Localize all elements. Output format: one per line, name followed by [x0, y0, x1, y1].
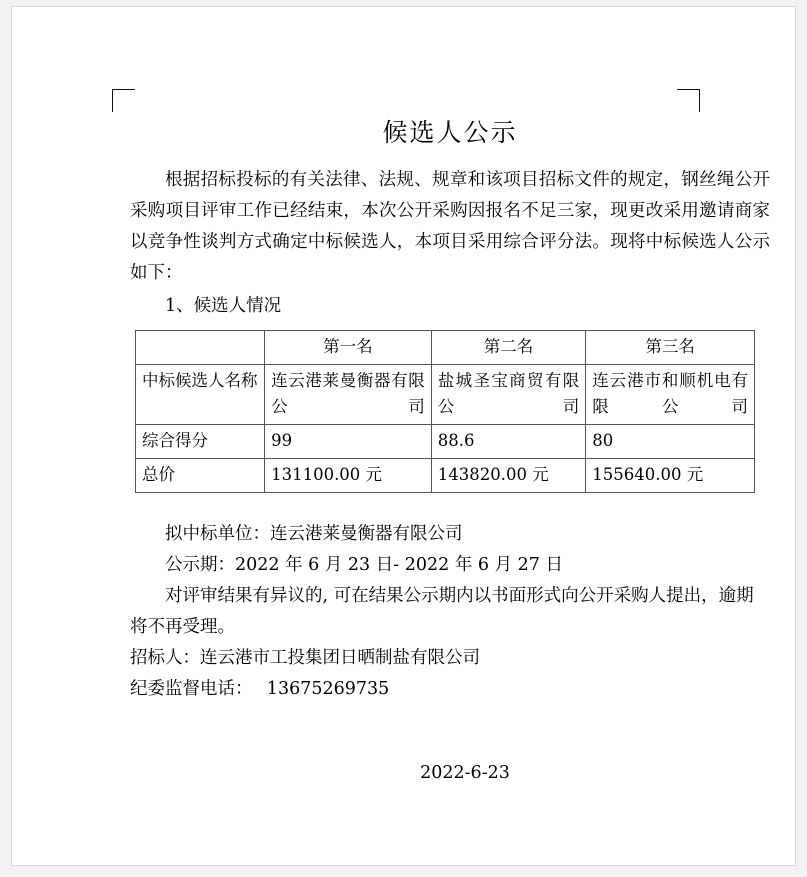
- table-header-cell-rank2: 第二名: [431, 331, 585, 365]
- intro-paragraph: 根据招标投标的有关法律、法规、规章和该项目招标文件的规定，钢丝绳公开采购项目评审工作已经结束，本次公开采购因报名不足三家，现更改采用邀请商家以竞争性谈判方式确定中标候选人，本项目采用综合评分法。现将中标候选人公示如下：: [130, 170, 770, 283]
- cell-total-price-1: 131100.00 元: [265, 459, 432, 493]
- candidates-table: [135, 330, 755, 493]
- row-label-total-score: 综合得分: [136, 425, 265, 459]
- cell-candidate-name-2: 盐城圣宝商贸有限公司: [431, 365, 585, 425]
- document-date: 2022-6-23: [420, 763, 510, 783]
- cell-total-score-3: 80: [586, 425, 755, 459]
- publicity-period-line: 公示期：2022 年 6 月 23 日- 2022 年 6 月 27 日: [165, 555, 563, 575]
- cell-total-price-2: 143820.00 元: [431, 459, 585, 493]
- cell-candidate-name-3: 连云港市和顺机电有限公司: [586, 365, 755, 425]
- row-label-total-price: 总价: [136, 459, 265, 493]
- document-body: [130, 105, 770, 783]
- cell-total-score-1: 99: [265, 425, 432, 459]
- table-row: [136, 425, 755, 459]
- cell-total-price-3: 155640.00 元: [586, 459, 755, 493]
- table-header-cell-blank: [136, 331, 265, 365]
- table-header-cell-rank3: 第三名: [586, 331, 755, 365]
- objection-notice-line: 对评审结果有异议的, 可在结果公示期内以书面形式向公开采购人提出，逾期将不再受理。: [130, 586, 754, 637]
- table-row: [136, 459, 755, 493]
- section-heading-candidates: 1、候选人情况: [165, 296, 282, 316]
- tenderer-line: 招标人：连云港市工投集团日晒制盐有限公司: [130, 648, 480, 668]
- supervision-phone-line: 纪委监督电话： 13675269735: [130, 679, 390, 699]
- document-page: [11, 6, 796, 866]
- cell-total-score-2: 88.6: [431, 425, 585, 459]
- table-header-row: [136, 331, 755, 365]
- row-label-candidate-name: 中标候选人名称: [136, 365, 265, 425]
- proposed-winner-line: 拟中标单位：连云港莱曼衡器有限公司: [165, 524, 463, 544]
- closing-section: [130, 519, 770, 705]
- table-row: [136, 365, 755, 425]
- table-header-cell-rank1: 第一名: [265, 331, 432, 365]
- cell-candidate-name-1: 连云港莱曼衡器有限公司: [265, 365, 432, 425]
- page-title: 候选人公示: [382, 118, 518, 147]
